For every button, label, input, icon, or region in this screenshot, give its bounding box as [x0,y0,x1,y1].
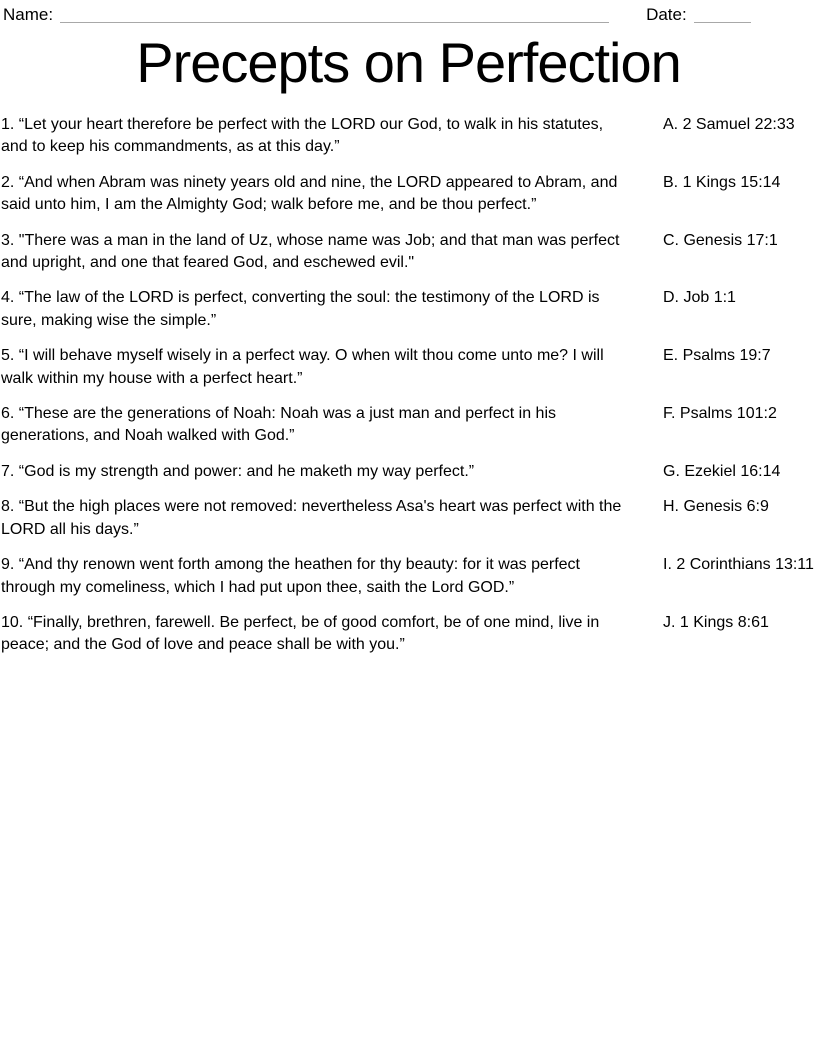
question-number: 7. [1,462,15,480]
answer-reference: 1 Kings 8:61 [679,613,769,631]
answer-reference: 2 Corinthians 13:11 [676,556,814,574]
answer-reference: Genesis 17:1 [683,231,778,249]
answer-option [663,172,816,194]
answer-reference: Psalms 19:7 [682,347,771,365]
question-text [1,114,631,159]
question-text [1,461,631,483]
answer-reference: Job 1:1 [683,289,736,307]
question-number: 8. [1,498,15,516]
question-number: 3. [1,231,15,249]
worksheet-row [1,403,816,448]
answer-letter: J. [663,613,676,631]
name-blank-line [60,22,609,23]
question-number: 10. [1,613,24,631]
date-blank-line [694,22,751,23]
answer-option [663,403,816,425]
answer-reference: Ezekiel 16:14 [684,462,781,480]
question-text [1,496,631,541]
page-title: Precepts on Perfection [136,31,681,94]
question-text [1,287,631,332]
question-quote: “These are the generations of Noah: Noah was a just man and perfect in his generations, and Noah walked with God.” [1,405,556,445]
question-text [1,172,631,217]
answer-option [663,114,816,136]
question-number: 5. [1,347,15,365]
answer-letter: I. [663,556,672,574]
question-number: 1. [1,116,15,133]
header [1,3,816,25]
answer-letter: B. [663,173,679,191]
answer-letter: C. [663,231,679,249]
question-quote: “The law of the LORD is perfect, converting the soul: the testimony of the LORD is sure, making wise the simple.” [1,289,600,329]
question-text [1,554,631,599]
answer-letter: G. [663,462,680,480]
question-number: 9. [1,556,15,574]
worksheet-row [1,114,816,159]
answer-reference: 1 Kings 15:14 [682,173,781,191]
answer-letter: F. [663,405,676,423]
question-quote: “Let your heart therefore be perfect with the LORD our God, to walk in his statutes, and to keep his commandments, as at this day.” [1,116,604,156]
question-list [1,114,816,657]
answer-letter: H. [663,498,679,516]
question-text [1,345,631,390]
question-quote: “And when Abram was ninety years old and nine, the LORD appeared to Abram, and said unto him, I am the Almighty God; walk before me, and be thou perfect.” [1,173,618,214]
answer-reference: 2 Samuel 22:33 [682,116,795,133]
question-text [1,403,631,448]
question-text [1,612,631,657]
worksheet-row [1,554,816,599]
question-number: 6. [1,405,15,423]
question-text [1,230,631,275]
answer-reference: Psalms 101:2 [679,405,777,423]
worksheet-row [1,612,816,657]
worksheet-row [1,496,816,541]
question-quote: "There was a man in the land of Uz, whose name was Job; and that man was perfect and upright, and one that feared God, and eschewed evil." [1,231,620,272]
answer-option [663,461,816,483]
answer-letter: A. [663,116,679,133]
answer-option [663,345,816,367]
worksheet-row [1,172,816,217]
answer-option [663,230,816,252]
name-label: Name: [3,5,54,24]
answer-option [663,496,816,518]
question-number: 2. [1,173,15,191]
question-quote: “Finally, brethren, farewell. Be perfect, be of good comfort, be of one mind, live in peace; and the God of love and peace shall be with you.” [1,613,600,654]
worksheet-row [1,345,816,390]
answer-reference: Genesis 6:9 [683,498,769,516]
question-quote: “But the high places were not removed: nevertheless Asa's heart was perfect with the LORD all his days.” [1,498,622,538]
worksheet-row [1,287,816,332]
answer-letter: D. [663,289,679,307]
answer-letter: E. [663,347,679,365]
answer-option [663,287,816,309]
worksheet-row [1,461,816,483]
answer-option [663,612,816,634]
question-quote: “God is my strength and power: and he maketh my way perfect.” [18,462,475,480]
question-number: 4. [1,289,15,307]
date-label: Date: [646,5,687,24]
question-quote: “And thy renown went forth among the heathen for thy beauty: for it was perfect through my comeliness, which I had put upon thee, saith the Lord GOD.” [1,556,580,596]
question-quote: “I will behave myself wisely in a perfect way. O when wilt thou come unto me? I will walk within my house with a perfect heart.” [1,347,604,387]
worksheet-row [1,230,816,275]
answer-option [663,554,816,576]
